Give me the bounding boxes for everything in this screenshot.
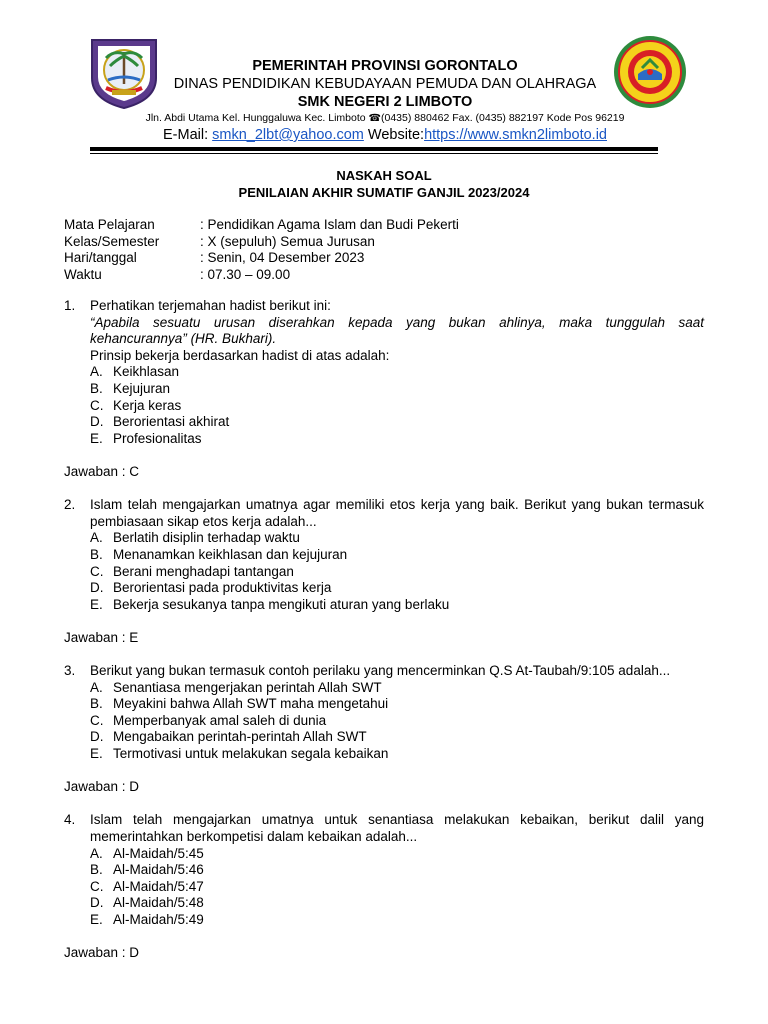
- question-3: 3. Berikut yang bukan termasuk contoh perilaku yang mencerminkan Q.S At-Taubah/9:105 adalah... A. Senantiasa mengerjakan perintah Allah SWT B. Meyakini bahwa Allah SWT maha mengetahui C. Memperbanyak amal saleh di dunia D. Mengabaikan perintah-perintah Allah SWT E. Termotivasi untuk melakukan segala kebaikan: [64, 663, 704, 763]
- letterhead: [145, 57, 625, 144]
- school-name: SMK NEGERI 2 LIMBOTO: [297, 94, 473, 110]
- government-name: PEMERINTAH PROVINSI GORONTALO: [252, 58, 518, 74]
- option: D. Berorientasi akhirat: [90, 414, 230, 430]
- info-row-date: Hari/tanggal : Senin, 04 Desember 2023: [64, 250, 365, 265]
- document-title: NASKAH SOAL: [336, 168, 432, 183]
- school-seal-icon: [612, 34, 688, 110]
- option: C. Kerja keras: [90, 397, 182, 413]
- option: D. Mengabaikan perintah-perintah Allah SWT: [90, 729, 367, 745]
- option: A. Senantiasa mengerjakan perintah Allah SWT: [90, 679, 382, 695]
- option: E. Bekerja sesukanya tanpa mengikuti aturan yang berlaku: [90, 596, 450, 612]
- question-2: 2. Islam telah mengajarkan umatnya agar memiliki etos kerja yang baik. Berikut yang bukan termasuk pembiasaan sikap etos kerja adalah... A. Berlatih disiplin terhadap waktu B. Menanamkan keikhlasan dan kejujuran C. Berani menghadapi tantangan D. Berorientasi pada produktivitas kerja E. Bekerja sesukanya tanpa mengikuti aturan yang berlaku: [64, 497, 704, 612]
- question-4: 4. Islam telah mengajarkan umatnya untuk senantiasa melakukan kebaikan, berikut dalil yang memerintahkan berkompetisi dalam kebaikan adalah... A. Al-Maidah/5:45 B. Al-Maidah/5:46 C. Al-Maidah/5:47 D. Al-Maidah/5:48 E. Al-Maidah/5:49: [64, 812, 704, 927]
- option: C. Berani menghadapi tantangan: [90, 563, 294, 579]
- question-1-quote: “Apabila sesuatu urusan diserahkan kepada yang bukan ahlinya, maka tunggulah saat kehancurannya” (HR. Bukhari).: [90, 314, 704, 347]
- telephone-icon: ☎: [368, 113, 381, 124]
- question-1-intro: Perhatikan terjemahan hadist berikut ini:: [90, 298, 331, 313]
- exam-info: [64, 217, 459, 283]
- info-row-subject: Mata Pelajaran : Pendidikan Agama Islam dan Budi Pekerti: [64, 217, 459, 232]
- department-name: DINAS PENDIDIKAN KEBUDAYAAN PEMUDA DAN OLAHRAGA: [173, 76, 597, 92]
- question-4-prompt: Islam telah mengajarkan umatnya untuk senantiasa melakukan kebaikan, berikut dalil yang memerintahkan berkompetisi dalam kebaikan adalah...: [90, 812, 704, 844]
- provincial-emblem-icon: [86, 34, 162, 110]
- option: B. Al-Maidah/5:46: [90, 862, 204, 878]
- option: E. Termotivasi untuk melakukan segala kebaikan: [90, 746, 389, 762]
- question-1-prompt: Prinsip bekerja berdasarkan hadist di atas adalah:: [90, 347, 390, 363]
- option: D. Al-Maidah/5:48: [90, 895, 204, 911]
- question-2-prompt: Islam telah mengajarkan umatnya agar memiliki etos kerja yang baik. Berikut yang bukan termasuk pembiasaan sikap etos kerja adalah...: [90, 497, 704, 529]
- option: C. Memperbanyak amal saleh di dunia: [90, 712, 327, 728]
- header-divider-thin: [90, 153, 658, 154]
- option: E. Al-Maidah/5:49: [90, 911, 204, 927]
- question-1: 1. Perhatikan terjemahan hadist berikut ini: “Apabila sesuatu urusan diserahkan kepada yang bukan ahlinya, maka tunggulah saat kehancurannya” (HR. Bukhari). Prinsip bekerja berdasarkan hadist di atas adalah: A. Keikhlasan B. Kejujuran C. Kerja keras D. Berorientasi akhirat E. Profesionalitas: [64, 298, 704, 446]
- document-subtitle: PENILAIAN AKHIR SUMATIF GANJIL 2023/2024: [238, 185, 530, 200]
- contact-line: E-Mail: smkn_2lbt@yahoo.com Website:https://www.smkn2limboto.id: [162, 127, 607, 143]
- info-row-time: Waktu : 07.30 – 09.00: [64, 266, 291, 282]
- answer-4: Jawaban : D: [64, 945, 140, 961]
- option: E. Profesionalitas: [90, 430, 202, 446]
- option: A. Al-Maidah/5:45: [90, 845, 204, 861]
- questions: [64, 298, 704, 978]
- option: B. Meyakini bahwa Allah SWT maha mengetahui: [90, 696, 389, 712]
- option: B. Menanamkan keikhlasan dan kejujuran: [90, 546, 348, 562]
- website-link[interactable]: https://www.smkn2limboto.id: [424, 127, 607, 143]
- answer-2: Jawaban : E: [64, 629, 139, 645]
- info-row-class: Kelas/Semester : X (sepuluh) Semua Jurusan: [64, 233, 375, 249]
- option: A. Berlatih disiplin terhadap waktu: [90, 530, 300, 546]
- answer-3: Jawaban : D: [64, 779, 140, 795]
- header-divider-thick: [90, 147, 658, 151]
- option: A. Keikhlasan: [90, 364, 180, 380]
- email-link[interactable]: smkn_2lbt@yahoo.com: [212, 127, 364, 143]
- option: B. Kejujuran: [90, 380, 171, 396]
- option: C. Al-Maidah/5:47: [90, 878, 204, 894]
- school-address: Jln. Abdi Utama Kel. Hunggaluwa Kec. Limboto ☎(0435) 880462 Fax. (0435) 882197 Kode Pos 96219: [145, 112, 625, 124]
- answer-1: Jawaban : C: [64, 463, 140, 479]
- option: D. Berorientasi pada produktivitas kerja: [90, 580, 332, 596]
- question-3-prompt: Berikut yang bukan termasuk contoh perilaku yang mencerminkan Q.S At-Taubah/9:105 adalah...: [90, 663, 671, 679]
